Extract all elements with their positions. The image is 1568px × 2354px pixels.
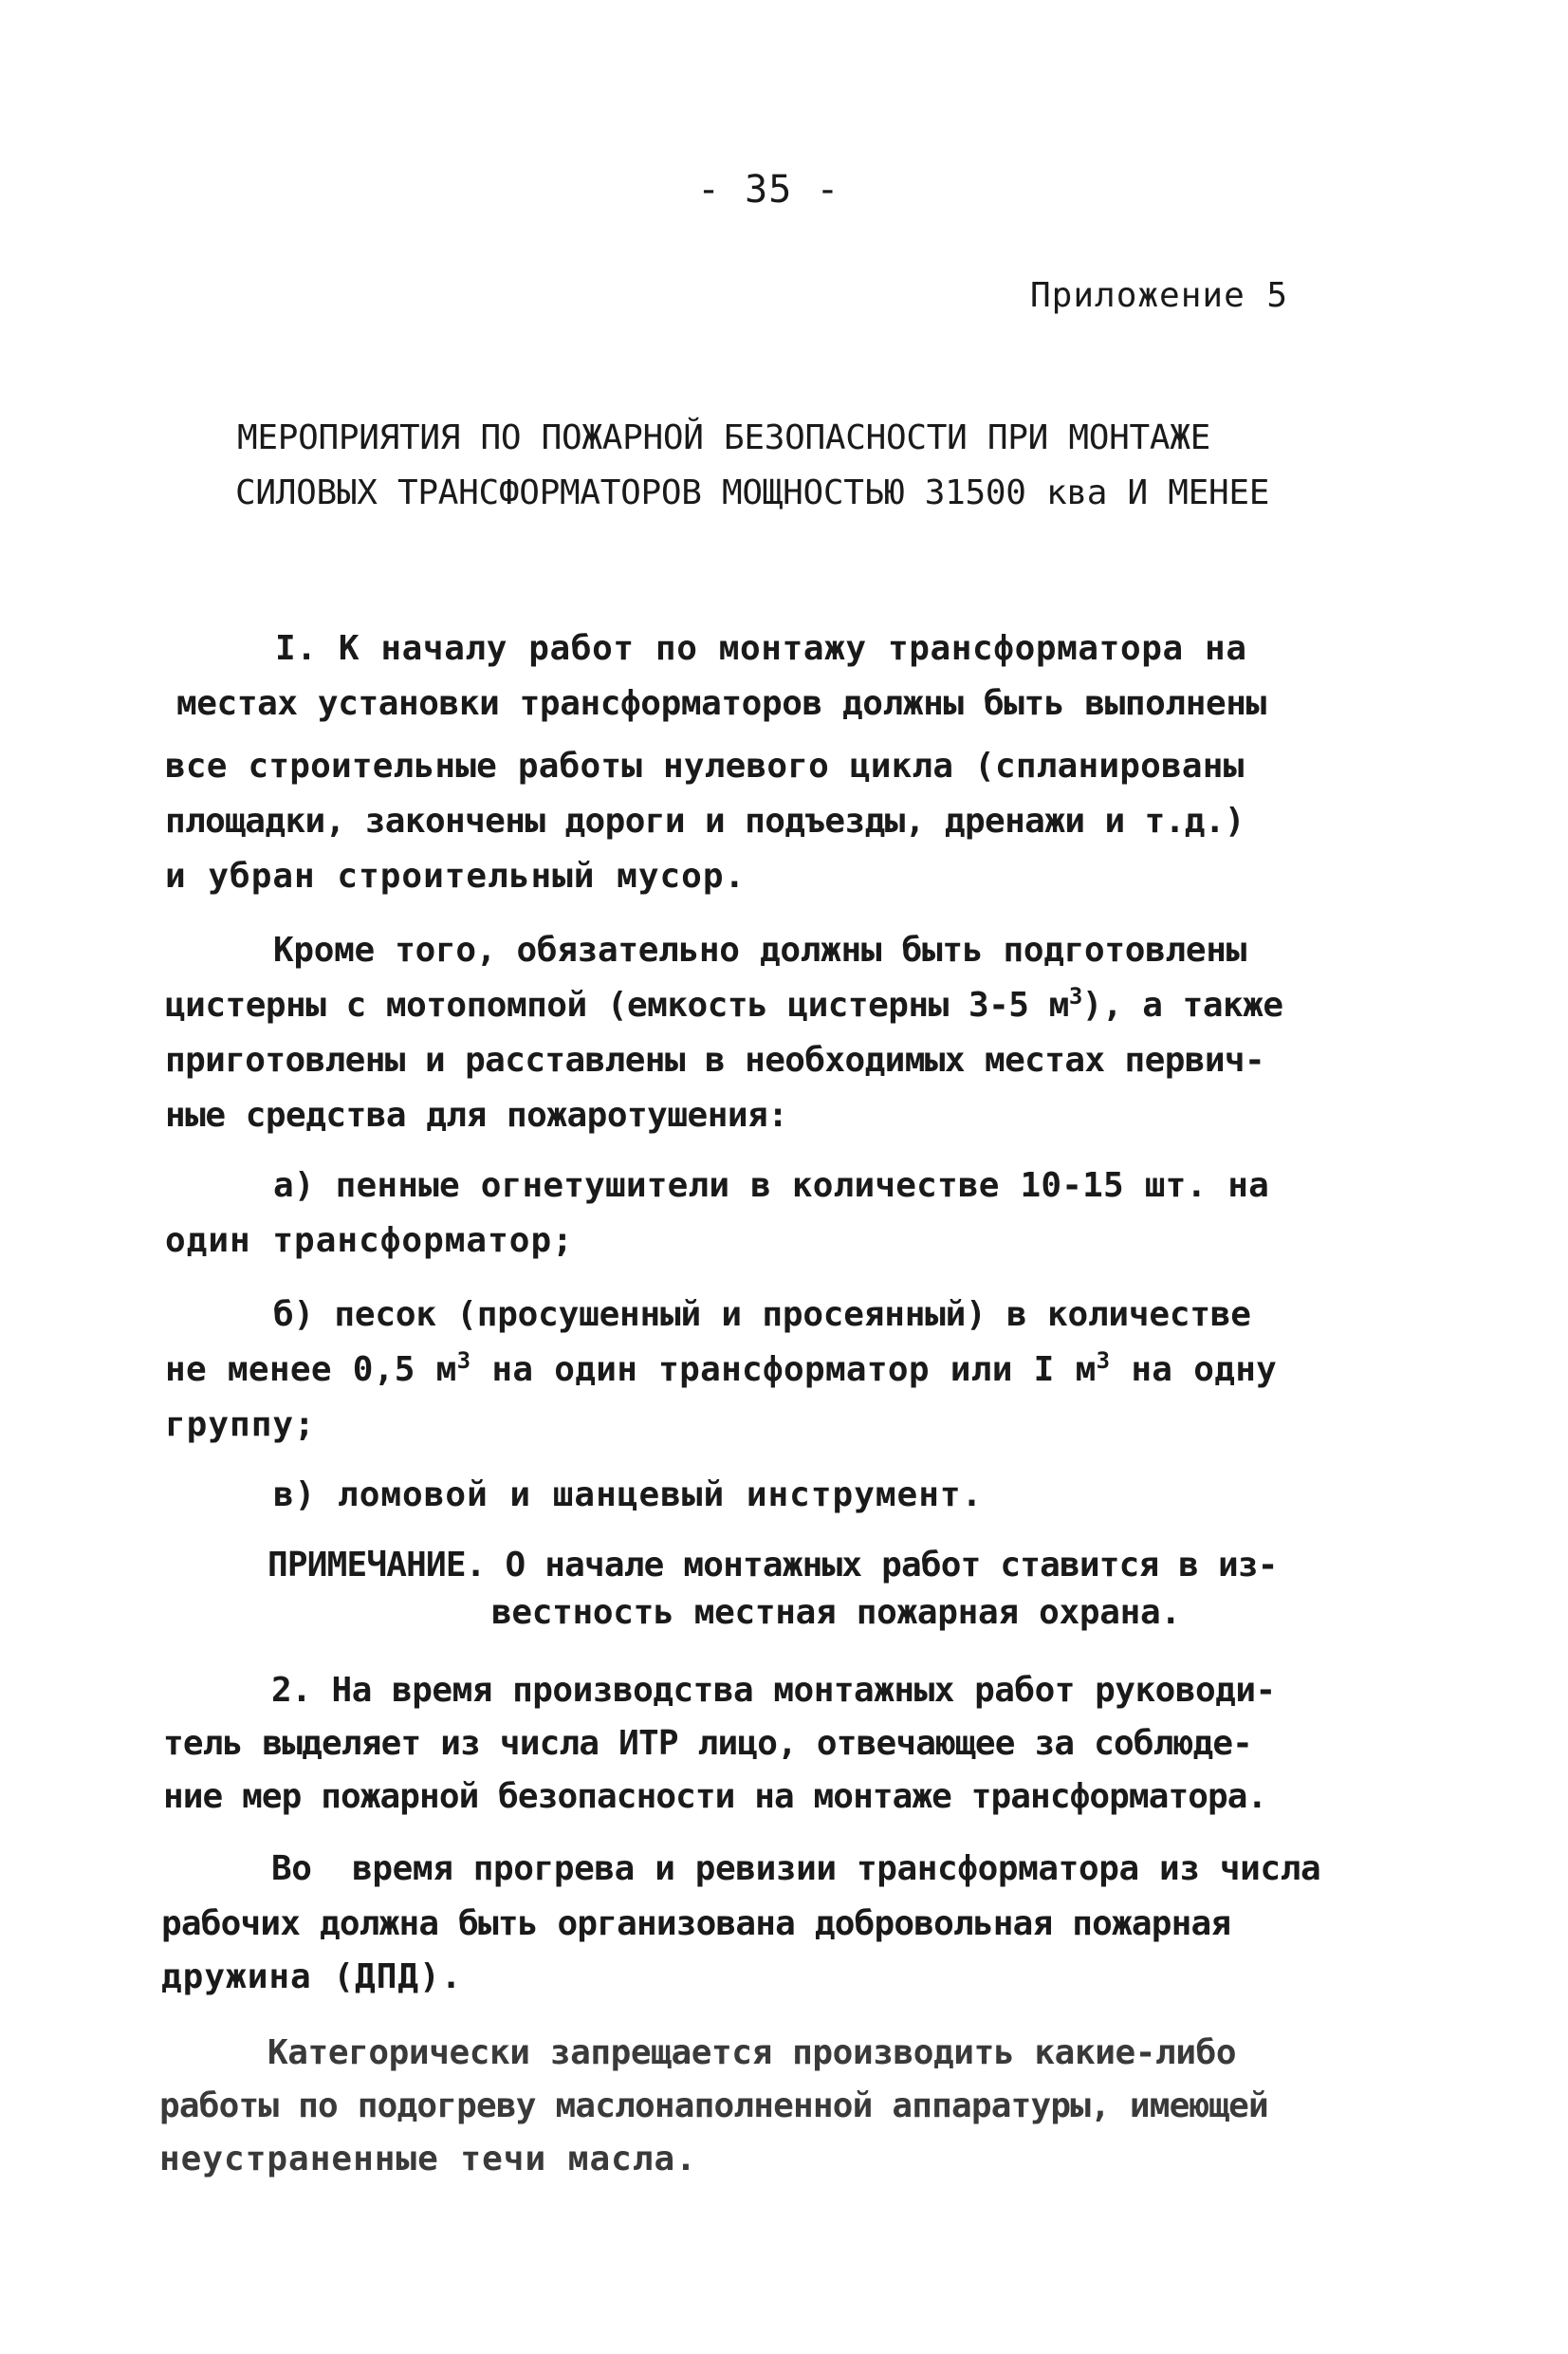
p1-line-5: и убран строительный мусор. bbox=[165, 857, 747, 896]
item-b-line-2a: не менее 0,5 м bbox=[165, 1350, 457, 1389]
p2-line-2b: ), а также bbox=[1081, 986, 1283, 1025]
p2-line-2a: цистерны с мотопомпой (емкость цистерны 3-5 м bbox=[165, 986, 1069, 1025]
p4-line-2: рабочих должна быть организована добровольная пожарная bbox=[161, 1904, 1231, 1943]
p2-line-4: ные средства для пожаротушения: bbox=[165, 1096, 788, 1135]
p3-line-1: 2. На время производства монтажных работ руководи- bbox=[271, 1671, 1276, 1710]
p5-line-2: работы по подогреву маслонаполненной аппаратуры, имеющей bbox=[159, 2086, 1268, 2125]
p3-line-3: ние мер пожарной безопасности на монтаже трансформатора. bbox=[163, 1777, 1267, 1816]
item-a-line-1: а) пенные огнетушители в количестве 10-15 шт. на bbox=[273, 1166, 1269, 1205]
p1-line-1: I. К началу работ по монтажу трансформатора на bbox=[275, 629, 1247, 668]
p2-line-1: Кроме того, обязательно должны быть подготовлены bbox=[273, 931, 1246, 970]
item-b-line-2b: на один трансформатор или I м bbox=[470, 1350, 1097, 1389]
p2-line-3: приготовлены и расставлены в необходимых местах первич- bbox=[165, 1041, 1265, 1080]
page-number: - 35 - bbox=[697, 168, 840, 212]
title-line-1: МЕРОПРИЯТИЯ ПО ПОЖАРНОЙ БЕЗОПАСНОСТИ ПРИ МОНТАЖЕ bbox=[237, 418, 1210, 457]
title-line-2: СИЛОВЫХ ТРАНСФОРМАТОРОВ МОЩНОСТЬЮ 31500 ква И МЕНЕЕ bbox=[235, 473, 1270, 512]
p4-line-3: дружина (ДПД). bbox=[161, 1957, 463, 1996]
p3-line-2: тель выделяет из числа ИТР лицо, отвечающее за соблюде- bbox=[163, 1724, 1253, 1763]
appendix-label: Приложение 5 bbox=[1030, 276, 1289, 315]
p1-line-2: местах установки трансформаторов должны быть выполнены bbox=[176, 684, 1266, 723]
note-line-2: вестность местная пожарная охрана. bbox=[491, 1593, 1181, 1632]
item-b-line-3: группу; bbox=[165, 1405, 316, 1444]
p5-line-3: неустраненные течи масла. bbox=[159, 2140, 697, 2178]
p4-line-1: Во время прогрева и ревизии трансформатора из числа bbox=[271, 1849, 1321, 1888]
superscript-3: 3 bbox=[456, 1347, 471, 1374]
p1-line-4: площадки, закончены дороги и подъезды, дренажи и т.д.) bbox=[165, 802, 1245, 841]
item-a-line-2: один трансформатор; bbox=[165, 1221, 574, 1260]
p1-line-3: все строительные работы нулевого цикла (спланированы bbox=[165, 747, 1245, 786]
p2-line-2 bbox=[165, 985, 1283, 1027]
item-b-line-2 bbox=[165, 1349, 1277, 1391]
item-b-line-1: б) песок (просушенный и просеянный) в количестве bbox=[273, 1295, 1251, 1334]
superscript-3: 3 bbox=[1096, 1347, 1111, 1374]
item-b-line-2c: на одну bbox=[1110, 1350, 1278, 1389]
note-line-1: ПРИМЕЧАНИЕ. О начале монтажных работ ставится в из- bbox=[267, 1546, 1278, 1585]
superscript-3: 3 bbox=[1068, 983, 1082, 1010]
item-c-line-1: в) ломовой и шанцевый инструмент. bbox=[273, 1475, 984, 1514]
p5-line-1: Категорически запрещается производить какие-либо bbox=[267, 2033, 1237, 2072]
